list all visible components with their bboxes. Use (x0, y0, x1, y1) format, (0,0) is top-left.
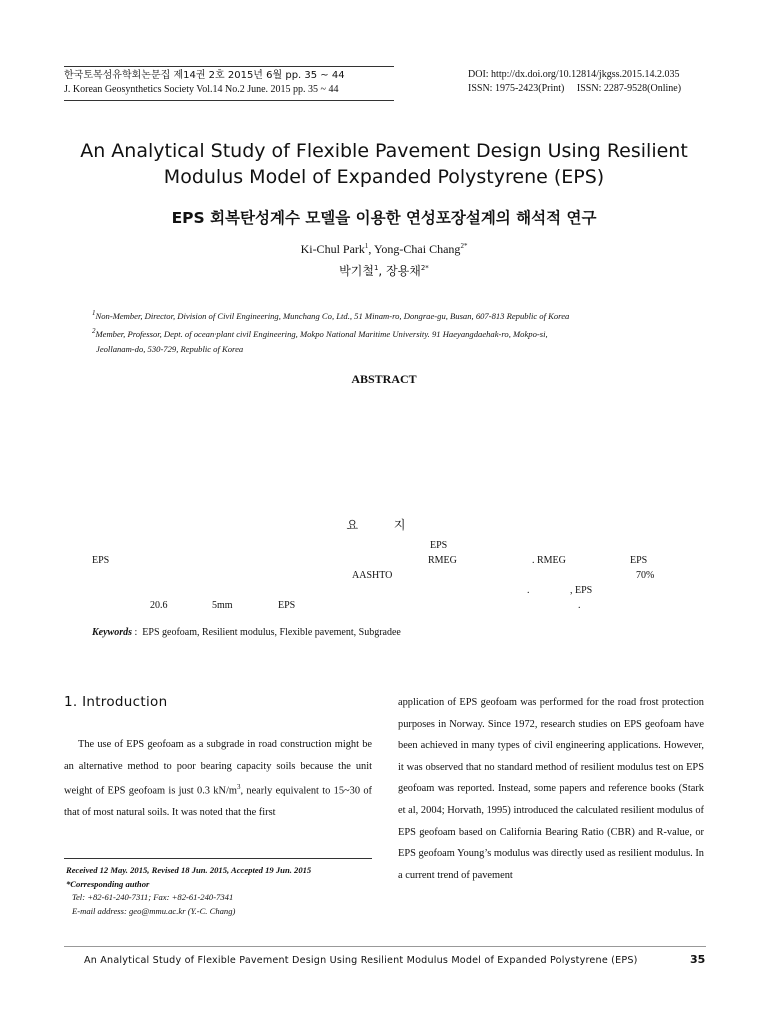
contact-email: E-mail address: geo@mmu.ac.kr (Y.-C. Chang) (72, 905, 236, 916)
author-1-korean: 박기철 (339, 264, 374, 278)
paper-title-line-1: An Analytical Study of Flexible Pavement Design Using Resilient (80, 140, 688, 162)
doi-link[interactable]: DOI: http://dx.doi.org/10.12814/jkgss.2015.14.2.035 (468, 69, 680, 80)
journal-header (64, 66, 394, 101)
footnote-rule (64, 858, 372, 859)
authors-english (40, 242, 728, 257)
footnote (66, 864, 374, 918)
affiliation-2-cont: Jeollanam-do, 530-729, Republic of Korea (96, 343, 244, 354)
author-2: Yong-Chai Chang (373, 242, 461, 256)
keywords-label: Keywords (92, 627, 132, 638)
abstract-fragment: . (578, 600, 581, 611)
abstract-fragment: 5mm (212, 600, 233, 611)
abstract-fragment: EPS (92, 555, 110, 566)
footer-rule (64, 946, 706, 947)
intro-paragraph-left: The use of EPS geofoam as a subgrade in road construction might be an alternative method to poor bearing capacity soils because the unit weight of EPS geofoam is just 0.3 $kN/m^3$, nearly equivalent to 15~30 of that of most natural soils. It was noted that the first (64, 739, 372, 819)
received-dates: Received 12 May. 2015, Revised 18 Jun. 2015, Accepted 19 Jun. 2015 (66, 865, 312, 875)
abstract-fragment: . RMEG (532, 555, 566, 566)
abstract-heading: ABSTRACT (351, 372, 417, 386)
abstract-fragment: RMEG (428, 555, 457, 566)
paper-title-line-2: Modulus Model of Expanded Polystyrene (EPS) (163, 166, 605, 188)
abstract-fragment: , EPS (570, 585, 593, 596)
author-korean-separator: , (378, 264, 387, 278)
issn-text: ISSN: 1975-2423(Print) ISSN: 2287-9528(Online) (468, 83, 682, 94)
introduction-heading: 1. Introduction (64, 694, 168, 710)
corresponding-author: *Corresponding author (66, 878, 150, 889)
author-separator: , (368, 242, 374, 256)
author-2-korean-affil: 2* (420, 264, 429, 272)
authors-korean (40, 262, 728, 279)
author-2-korean: 장용채 (386, 264, 421, 278)
korean-abstract-heading: 요 지 (346, 518, 422, 532)
journal-name-english: J. Korean Geosynthetics Society Vol.14 No.2 June. 2015 pp. 35 ~ 44 (64, 84, 339, 95)
abstract-fragment: AASHTO (352, 570, 393, 581)
abstract-fragment: EPS (430, 540, 448, 551)
author-1-affil: 1 (364, 242, 369, 250)
keywords (92, 627, 401, 638)
journal-name-korean: 한국토목섬유학회논문집 제14권 2호 2015년 6월 pp. 35 ~ 44 (64, 70, 345, 81)
keywords-text: : EPS geofoam, Resilient modulus, Flexible pavement, Subgradee (132, 627, 401, 638)
paper-title (40, 138, 728, 190)
abstract-fragment: . (527, 585, 530, 596)
page-number: 35 (690, 953, 706, 966)
affiliations (92, 306, 692, 357)
abstract-fragment: EPS (278, 600, 296, 611)
abstract-fragment: EPS (630, 555, 648, 566)
intro-paragraph-right: application of EPS geofoam was performed for the road frost protection purposes in Norway. Since 1972, research studies on EPS geofoam have been achieved in many types of civil engineering applications. However, it was observed that no standard method of resilient modulus test on EPS geofoam was reported. Instead, some papers and reference books (Stark et al, 2004; Horvath, 1995) introduced the calculated resilient modulus of EPS geofoam based on California Bearing Ratio (CBR) and R-value, or EPS geofoam Young’s modulus was directly used as resilient modulus. In a current trend of pavement (398, 697, 704, 881)
running-title: An Analytical Study of Flexible Pavement Design Using Resilient Modulus Model of Expanded Polystyrene (EPS) (84, 955, 638, 966)
doi-issn-block (468, 68, 708, 96)
contact-phone: Tel: +82-61-240-7311; Fax: +82-61-240-7341 (72, 892, 234, 902)
affiliation-1: $^1$Non-Member, Director, Division of Civil Engineering, Munchang Co, Ltd., 51 Minam-ro, Dongrae-gu, Busan, 607-813 Republic of Korea (92, 309, 570, 321)
author-1: Ki-Chul Park (300, 242, 365, 256)
paper-title-korean: EPS 회복탄성계수 모델을 이용한 연성포장설계의 해석적 연구 (171, 209, 597, 227)
author-1-korean-affil: 1 (373, 264, 379, 272)
abstract-fragment: 70% (636, 570, 655, 581)
author-2-affil: 2* (460, 242, 468, 250)
affiliation-2: $^2$Member, Professor, Dept. of ocean·plant civil Engineering, Mokpo National Maritime University. 91 Haeyangdaehak-ro, Mokpo-si, (92, 326, 548, 339)
abstract-fragment: 20.6 (150, 600, 168, 611)
